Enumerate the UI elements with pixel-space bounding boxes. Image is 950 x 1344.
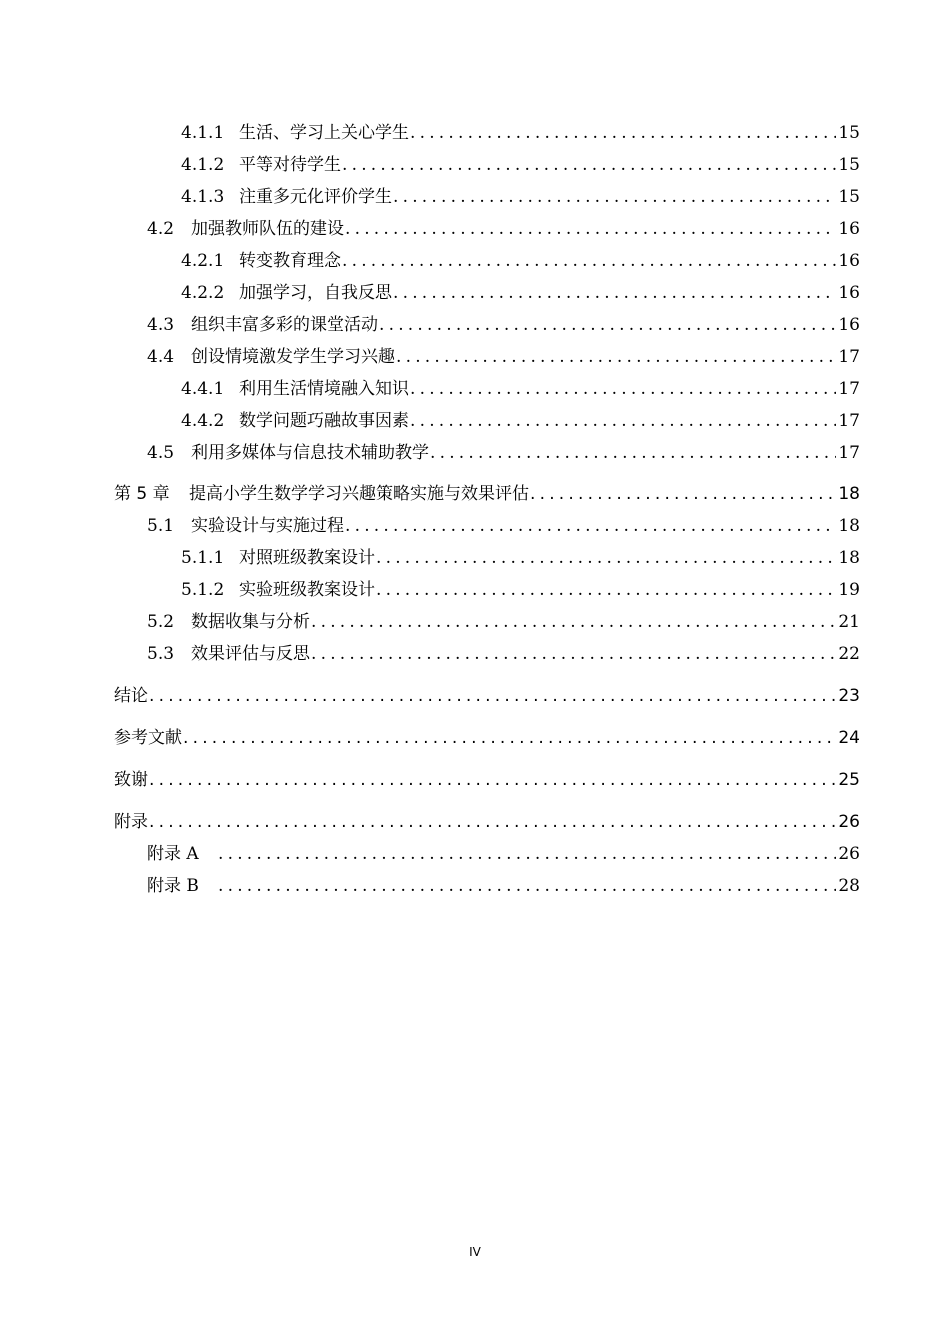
toc-entry-page: 23 [838,686,860,706]
dot-leader [218,838,836,870]
toc-entry-page: 16 [838,251,860,271]
toc-entry-number: 4.1.3 [181,187,225,207]
toc-top-entry[interactable] [114,722,860,754]
toc-entry-title: 平等对待学生 [239,155,341,175]
toc-entry-page: 17 [838,443,860,463]
toc-entry-number: 4.1.1 [181,123,225,143]
toc-entry-page: 17 [838,347,860,367]
toc-entry-title: 加强学习，自我反思 [239,283,392,303]
toc-entry-page: 15 [838,155,860,175]
toc-entry[interactable] [114,213,860,245]
toc-entry-number: 5.2 [147,612,175,632]
dot-leader [342,149,836,181]
toc-entry[interactable] [114,373,860,405]
dot-leader [396,341,836,373]
toc-entry[interactable] [114,437,860,469]
toc-entry-title: 组织丰富多彩的课堂活动 [191,315,378,335]
toc-entry-number: 4.2.1 [181,251,225,271]
dot-leader [345,213,836,245]
dot-leader [183,722,836,754]
toc-entry-title: 附录 A [147,844,199,864]
toc-entry-page: 26 [838,812,860,832]
toc-entry-page: 19 [838,580,860,600]
toc-entry-title: 提高小学生数学学习兴趣策略实施与效果评估 [189,484,529,504]
toc-entry-title: 转变教育理念 [239,251,341,271]
toc-entry-page: 18 [838,484,860,504]
toc-entry-number: 第 5 章 [114,484,170,504]
toc-entry-title: 结论 [114,686,148,706]
toc-entry[interactable] [114,117,860,149]
toc-entry-number: 4.5 [147,443,175,463]
toc-appendix-entry[interactable] [114,838,860,870]
toc-entry-title: 数学问题巧融故事因素 [239,411,409,431]
toc-entry-page: 16 [838,315,860,335]
dot-leader [410,405,836,437]
toc-entry[interactable] [114,510,860,542]
dot-leader [530,478,836,510]
toc-entry-title: 创设情境激发学生学习兴趣 [191,347,395,367]
toc-top-entry[interactable] [114,806,860,838]
dot-leader [430,437,836,469]
toc-entry-page: 26 [838,844,860,864]
dot-leader [311,606,836,638]
dot-leader [149,764,836,796]
toc-entry-page: 17 [838,411,860,431]
toc-entry[interactable] [114,606,860,638]
dot-leader [376,574,836,606]
dot-leader [342,245,836,277]
toc-entry-title: 附录 [114,812,148,832]
toc-entry[interactable] [114,309,860,341]
toc-entry-number: 5.1 [147,516,175,536]
toc-entry-number: 5.1.1 [181,548,225,568]
toc-entry-page: 16 [838,283,860,303]
toc-entry-page: 25 [838,770,860,790]
toc-entry[interactable] [114,542,860,574]
toc-entry-title: 实验班级教案设计 [239,580,375,600]
toc-entry[interactable] [114,149,860,181]
toc-entry-number: 5.1.2 [181,580,225,600]
toc-entry-page: 22 [838,644,860,664]
toc-entry-number: 4.2 [147,219,175,239]
dot-leader [218,870,836,902]
toc-entry-number: 4.4.1 [181,379,225,399]
toc-appendix-entry[interactable] [114,870,860,902]
toc-top-entry[interactable] [114,680,860,712]
toc-entry-number: 4.3 [147,315,175,335]
toc-entry-number: 5.3 [147,644,175,664]
toc-entry-title: 实验设计与实施过程 [191,516,344,536]
toc-entry-title: 利用生活情境融入知识 [239,379,409,399]
toc-entry-title: 生活、学习上关心学生 [239,123,409,143]
toc-entry-page: 24 [838,728,860,748]
toc-entry[interactable] [114,638,860,670]
dot-leader [149,680,836,712]
toc-entry-title: 对照班级教案设计 [239,548,375,568]
toc-entry[interactable] [114,405,860,437]
toc-entry[interactable] [114,181,860,213]
dot-leader [379,309,836,341]
toc-entry-page: 17 [838,379,860,399]
toc-entry-page: 21 [838,612,860,632]
table-of-contents [114,117,860,902]
page-number: IV [469,1245,481,1259]
toc-entry[interactable] [114,341,860,373]
toc-entry-title: 附录 B [147,876,199,896]
toc-top-entry[interactable] [114,764,860,796]
toc-entry-page: 15 [838,123,860,143]
toc-entry-title: 效果评估与反思 [191,644,310,664]
toc-entry-title: 致谢 [114,770,148,790]
dot-leader [311,638,836,670]
dot-leader [410,373,836,405]
toc-entry-page: 16 [838,219,860,239]
toc-entry[interactable] [114,245,860,277]
toc-entry[interactable] [114,574,860,606]
toc-entry-page: 18 [838,548,860,568]
toc-entry-title: 利用多媒体与信息技术辅助教学 [191,443,429,463]
toc-entry-title: 注重多元化评价学生 [239,187,392,207]
dot-leader [376,542,836,574]
toc-entry-page: 18 [838,516,860,536]
dot-leader [393,277,836,309]
toc-entry-number: 4.1.2 [181,155,225,175]
toc-chapter-entry[interactable] [114,478,860,510]
toc-entry[interactable] [114,277,860,309]
toc-entry-page: 28 [838,876,860,896]
toc-entry-page: 15 [838,187,860,207]
toc-entry-number: 4.4.2 [181,411,225,431]
dot-leader [345,510,836,542]
toc-entry-number: 4.2.2 [181,283,225,303]
toc-entry-number: 4.4 [147,347,175,367]
dot-leader [149,806,836,838]
dot-leader [410,117,836,149]
toc-entry-title: 数据收集与分析 [191,612,310,632]
toc-entry-title: 加强教师队伍的建设 [191,219,344,239]
dot-leader [393,181,836,213]
toc-entry-title: 参考文献 [114,728,182,748]
